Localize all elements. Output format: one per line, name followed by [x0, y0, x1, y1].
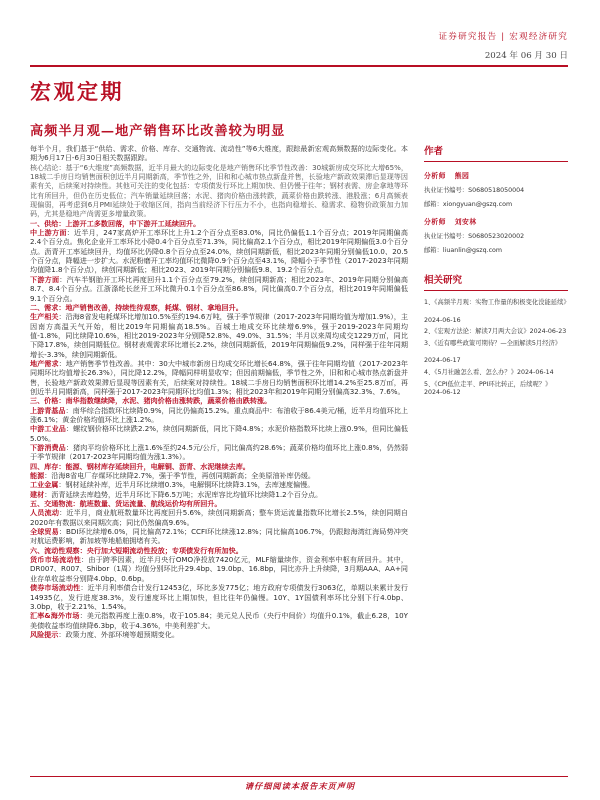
sidebar — [424, 143, 568, 401]
footer-disclaimer: 请仔细阅读本报告末页声明 — [244, 781, 356, 791]
item-text: ：地产销售季节性改善。其中：30大中城市新房日均成交环比增长64.8%，强于往年同期均值（2017-2023年同期环比均值增长26.3%），同比降12.2%，降幅同样明显收窄；但因前期偏低，季节性之外，旧和和心城市热点新盘并售，长验地产新政效果滞后显现等因素有关，后续案对持续性。18城二手房日均销售面积环比增14.2%至25.8万㎡，再创近半月同期新高，同样强于2017-2023年同期环比均值1.3%；相比2023年和2019年同期分别偏高32.3%、7.6%。 — [30, 358, 408, 396]
analyst-role: 分析师 — [424, 218, 446, 226]
related-report-date: 2024-06-16 — [424, 316, 461, 324]
section-item — [30, 555, 408, 583]
section-item — [30, 508, 408, 527]
analyst-name — [424, 170, 568, 180]
risk-note — [30, 630, 408, 639]
header-divider — [30, 65, 568, 67]
related-report-link[interactable] — [424, 369, 568, 378]
section-heading — [30, 546, 408, 555]
item-text: ：南华综合指数环比续降0.9%，同比仍偏高15.2%。重点商品中：布油收于86.4美元/桶，近半月均值环比上涨6.1%；黄金价格均值环比上涨1.2%。 — [30, 405, 409, 424]
section-heading-text: 六、流动性观察：央行加大短期流动性投放；专项债发行有所加快。 — [30, 545, 243, 555]
section-heading-text: 二、需求：地产销售改善，持续性待观察，耗煤、钢材、拿地回升。 — [30, 302, 243, 312]
item-text: ：螺纹钢价格环比续跌2.2%，续创同期新低，同比下降4.8%；水泥价格指数环比续上涨0.9%，但同比偏低5.0%。 — [30, 424, 408, 443]
analyst-card — [424, 170, 568, 208]
analyst-cert: 执业证书编号：S0680523020002 — [424, 233, 525, 240]
section-heading — [30, 219, 408, 228]
summary-paragraph: 核心结论：基于“6大维度”高频数据，近半月最大的边际变化是地产销售环比季节性改善：30城新房成交环比大增65%，18城二手房日均销售面积创近半月同期新高，季节性之外，旧和和心城市热点新盘并售，长验地产新政效果滞后显现等因素有关，后续案对持续性。其他可关注的变化包括：专项债发行环比上期加快、但仍慢于往年；钢材表需、房企拿地等环比有所回升，但仍在历史低位；汽车销量延续回落；水泥、猪肉价格由涨转跌，蔬菜价格由跌转涨、港股涨；6月高频表现偏弱，再考虑到6月PMI延续处于收缩区间，指向当前经济下行压力不小，也指向稳增长、稳需求、稳物价政策加力加码，尤其是稳地产尚需更多增量政策。 — [30, 162, 408, 219]
section-heading — [30, 303, 408, 312]
section-heading-text: 一、供给：上游开工多数回落，中下游开工延续回升。 — [30, 218, 201, 228]
related-report-title: 3、《近有哪些政策可期待？—全面解读5月经济》 — [424, 339, 562, 347]
intro-paragraph: 每半个月，我们基于“供给、需求、价格、库存、交通物流、流动性”等6大维度，跟踪最新宏观高频数据的边际变化。本期为6月17日-6月30日相关数据跟踪。 — [30, 144, 408, 163]
item-text: ：由于跨季因素，近半月央行OMO净投放7420亿元，MLF缩量续作，资金利率中枢有所回升。其中，DR007、R007、Shibor（1周）均值分别环比升29.4bp、19.0bp、16.8bp，同比亦升上升续降，3月期AAA、AA+同业存单收益率分别降4.0bp、0.6bp。 — [30, 555, 408, 583]
report-body — [30, 144, 408, 639]
item-text: ：沿海8省发电耗煤环比增加10.5%至约194.6万吨，强于季节规律（2017-2023年同期均值为增加1.9%），主因南方高温天气开始，相比2019年同期偏高18.5%。百城土地成交环比续增6.9%，强于2019-2023年同期均值-1.8%，同比续降10.6%，相比2019-2023年分别降52.8%、49.0%、31.5%；半月以来周均成交1229万㎡，同比下降17.8%，续创同期低位。钢材表观需求环比增长2.2%，续创同期新低，2019年同期偏低9.2%，同样强于往年同期增长-3.3%，续创同期新低。 — [30, 312, 408, 359]
section-item — [30, 228, 408, 275]
item-text: ：美元指数再度上涨0.8%，收于105.84；美元兑人民币（央行中间价）均值升0.1%，截止6.28，10Y美债收益率均值续降6.3bp，收于4.36%，中美利差扩大。 — [30, 611, 408, 630]
related-report-link[interactable] — [424, 328, 568, 337]
related-report-title: 1、《高频半月观：实物工作量的积极变化没能延续》 — [424, 299, 570, 306]
item-text: ：近半月利率债合计发行12453亿，环比多发775亿；地方政府专项债发行3063亿，单期以来累计发行14935亿，发行进度38.3%，发行速度环比上期加快，但比往年仍偏慢。10Y、1Y国债利率环比分别下行4.0bp、3.0bp，收于2.21%、1.54%。 — [30, 583, 409, 611]
item-label: 能源 — [30, 471, 45, 481]
analyst-email[interactable]: 邮箱：liuanlin@gszq.com — [424, 247, 503, 254]
related-heading: 相关研究 — [424, 272, 568, 291]
analyst-name — [424, 216, 568, 226]
item-label: 货币市场流动性 — [30, 555, 82, 565]
section-item — [30, 275, 408, 303]
section-item — [30, 480, 408, 489]
report-type: 宏观定期 — [30, 79, 124, 104]
related-report-title: 4、《5月社融怎么看、怎么办？》2024-06-14 — [424, 368, 554, 376]
section-heading — [30, 499, 408, 508]
report-category: 证券研究报告 | 宏观经济研究 — [438, 32, 568, 42]
report-title: 高频半月观—地产销售环比改善较为明显 — [30, 124, 286, 139]
related-report-title: 5、《CPI低位走平、PPI环比转正，后续呢？》2024-06-12 — [424, 380, 552, 397]
item-text: ：近半月，247家高炉开工率环比上升1.2个百分点至83.0%，同比仍偏低1.1个百分点；2019年同期偏高2.4个百分点。焦化企业开工率环比小降0.4个百分点至71.3%，同比偏高2.1个百分点，相比2019年同期偏低3.0个百分点。沥青开工率延续回升，均值环比仍降0.8个百分点至24.0%，续创同期新低，相比2023年同期分别偏低10.0、20.5个百分点，降幅进一步扩大。水泥粉磨开工率均值环比微降0.9个百分点至43.1%，降幅小于季节性（2017-2023年同期均值降1.8个百分点），续创同期新低；相比2023、2019年同期分别偏低9.8、19.2个百分点。 — [30, 228, 408, 275]
section-heading-text: 三、价格：南华指数继续降，水泥、猪肉价格由涨转跌，蔬菜价格由跌转涨。 — [30, 396, 272, 406]
item-label: 全球贸易 — [30, 527, 59, 537]
analyst-role: 分析师 — [424, 172, 446, 180]
item-label: 人员流动 — [30, 508, 60, 518]
related-report-title: 2、《宏观方法论：解读7月两大会议》2024-06-23 — [424, 328, 567, 336]
item-text: ：钢材延续补库，近半月环比续增0.3%，电解铜环比续降3.1%，去库速度偏慢。 — [58, 480, 315, 490]
related-list — [424, 299, 568, 398]
report-header — [439, 30, 568, 61]
item-label: 中上游方面 — [30, 228, 67, 238]
section-item — [30, 359, 408, 396]
item-text: ：近半月，商业航班数量环比再度回升5.6%，续创同期新高；整车货运流量指数环比增长2.5%，续创同期自2020年有数据以来同期次高；同比仍然偏高9.6%。 — [30, 508, 409, 527]
section-item — [30, 471, 408, 480]
section-item — [30, 424, 408, 443]
item-label: 工业金属 — [30, 480, 59, 490]
related-report-link[interactable] — [424, 381, 568, 398]
item-label: 上游青基品 — [30, 405, 66, 415]
related-report-link[interactable] — [424, 340, 568, 366]
item-label: 地产需求 — [30, 358, 59, 368]
risk-label: 风险提示 — [30, 629, 59, 639]
risk-text: ：政策力度、外部环境等超预期变化。 — [58, 629, 179, 639]
section-item — [30, 406, 408, 425]
section-item — [30, 312, 408, 359]
item-label: 中游工业品 — [30, 424, 66, 434]
section-item — [30, 490, 408, 499]
analyst-name-text: 刘安林 — [454, 218, 477, 226]
item-label: 汇率&海外市场 — [30, 611, 80, 621]
related-report-date: 2024-06-17 — [424, 357, 461, 365]
section-item — [30, 527, 408, 546]
analyst-cert: 执业证书编号：S0680518050004 — [424, 187, 525, 194]
section-item — [30, 611, 408, 630]
section-heading — [30, 462, 408, 471]
item-label: 下游消费品 — [30, 443, 66, 452]
section-item — [30, 583, 408, 611]
analyst-name-text: 熊园 — [454, 172, 470, 180]
related-report-link[interactable] — [424, 299, 568, 325]
analyst-card — [424, 216, 568, 254]
section-heading-text: 五、交通物流：航班数量、货运流量、航线运价均有所回升。 — [30, 499, 222, 509]
section-heading-text: 四、库存：能源、钢材库存延续回升，电解铜、沥青、水泥继续去库。 — [30, 461, 250, 471]
item-label: 下游方面 — [30, 274, 60, 284]
section-item — [30, 443, 408, 462]
item-text: ：猪肉平均价格环比上涨1.6%至约24.5元/公斤，同比偏高约28.6%；蔬菜价格均值环比上涨0.8%，仍然弱于季节规律（2017-2023年同期均值为涨1.3%）。 — [30, 443, 409, 462]
footer-divider — [30, 776, 568, 777]
item-label: 债券市场流动性 — [30, 583, 81, 593]
analyst-email[interactable]: 邮箱：xiongyuan@gszq.com — [424, 201, 513, 208]
item-label: 生产相关 — [30, 312, 59, 322]
item-text: ：汽车半钢胎开工环比再度回升1.1个百分点至79.2%，续创同期新高；相比2023年、2019年同期分别偏高8.7、8.4个百分点。江浙涤纶长丝开工环比微升0.1个百分点至86.8%，同比偏高0.7个百分点，相比2019年同期偏低9.1个百分点。 — [30, 274, 409, 303]
item-text: ：沿海8省电厂存煤环比续降2.7%，强于季节性，再创同期新高；全美原油补库仍缓。 — [44, 471, 316, 481]
item-text: ：沥青延续去库趋势，近半月环比下降6.5万吨；水泥库容比均值环比续降1.2个百分点。 — [44, 489, 323, 499]
report-date: 2024 年 06 月 30 日 — [484, 51, 568, 61]
section-heading — [30, 396, 408, 405]
item-label: 建材 — [30, 489, 45, 499]
item-text: ：BDI环比续增6.0%，同比偏高72.1%；CCFI环比续涨12.8%；同比偏高106.7%，仍跟踪海湾红海局势冲突对航运费影响，新加坡等地船舶拥堵有关。 — [30, 527, 408, 546]
authors-heading: 作者 — [424, 143, 568, 162]
